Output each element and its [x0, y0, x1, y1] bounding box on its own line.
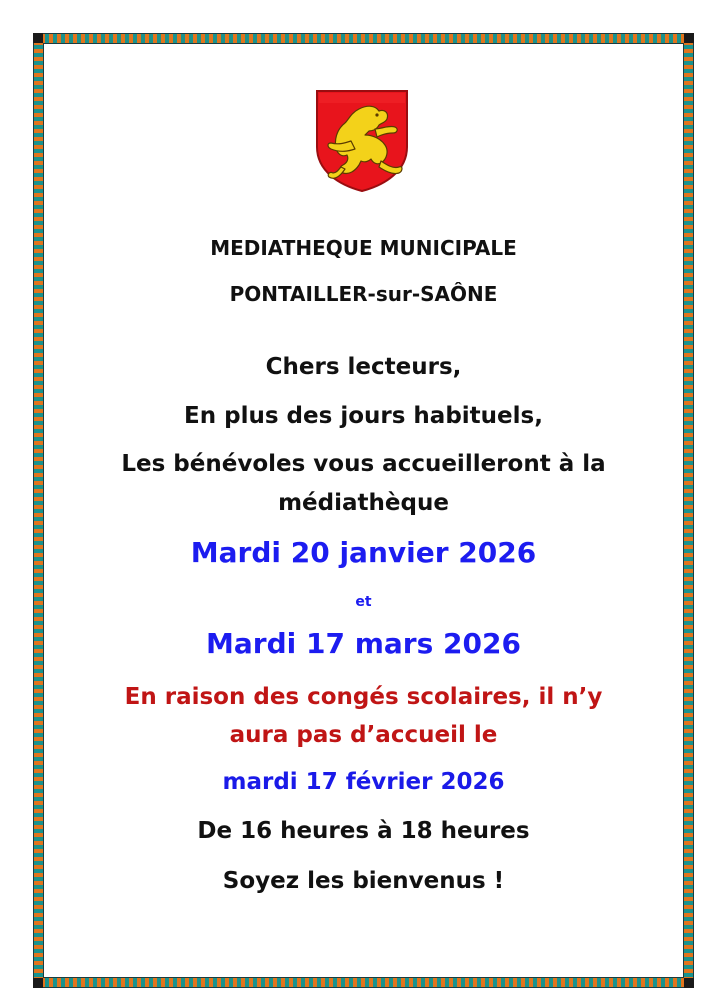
town-name: PONTAILLER-sur-SAÔNE: [229, 282, 498, 306]
notice-line-2: aura pas d’accueil le: [229, 722, 498, 748]
closing-message: Soyez les bienvenus !: [222, 868, 505, 894]
border-corner-top-left: [33, 33, 43, 43]
border-corner-bottom-right: [684, 978, 694, 988]
cancelled-date: mardi 17 février 2026: [222, 769, 505, 795]
library-title: MEDIATHEQUE MUNICIPALE: [210, 236, 517, 260]
border-corner-top-right: [684, 33, 694, 43]
message-line-3: médiathèque: [278, 490, 449, 516]
message-line-2: Les bénévoles vous accueilleront à la: [121, 451, 606, 477]
first-date: Mardi 20 janvier 2026: [190, 536, 537, 569]
notice-line-1: En raison des congés scolaires, il n’y: [124, 684, 603, 710]
date-connector: et: [355, 594, 372, 610]
border-corner-bottom-left: [33, 978, 43, 988]
message-line-1: En plus des jours habituels,: [184, 403, 543, 429]
opening-hours: De 16 heures à 18 heures: [197, 818, 530, 844]
second-date: Mardi 17 mars 2026: [206, 627, 521, 660]
lion-coat-of-arms-icon: [315, 89, 409, 193]
greeting: Chers lecteurs,: [265, 354, 462, 380]
